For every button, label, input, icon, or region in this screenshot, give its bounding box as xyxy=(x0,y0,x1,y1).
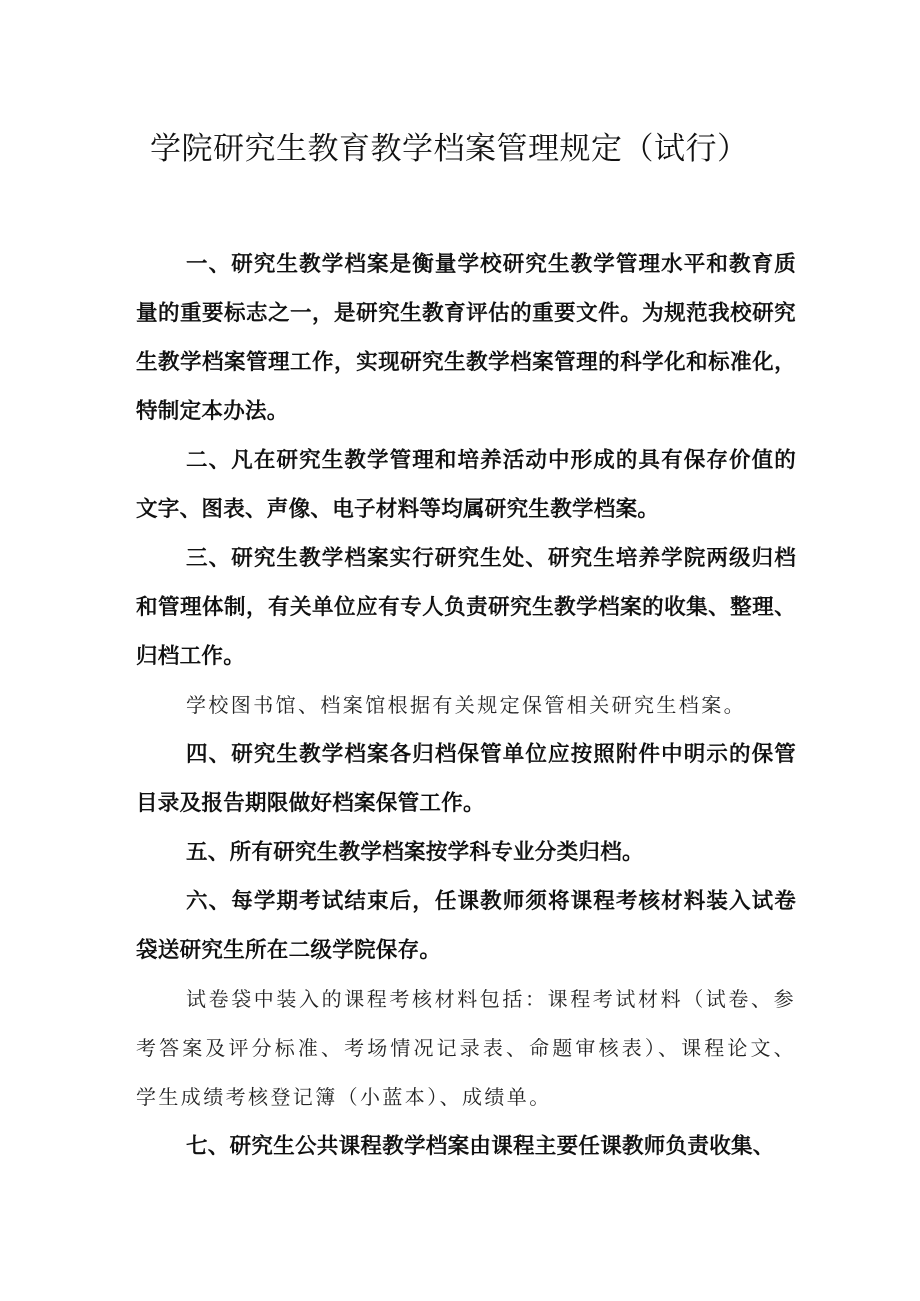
paragraph-4: 四、研究生教学档案各归档保管单位应按照附件中明示的保管目录及报告期限做好档案保管工作。 xyxy=(136,742,796,816)
paragraph-5: 五、所有研究生教学档案按学科专业分类归档。 xyxy=(186,840,644,865)
paragraph-2: 二、凡在研究生教学管理和培养活动中形成的具有保存价值的文字、图表、声像、电子材料等均属研究生教学档案。 xyxy=(136,448,796,522)
paragraph-1: 一、研究生教学档案是衡量学校研究生教学管理水平和教育质量的重要标志之一，是研究生教育评估的重要文件。为规范我校研究生教学档案管理工作，实现研究生教学档案管理的科学化和标准化，特制定本办法。 xyxy=(136,252,796,424)
paragraph-7: 七、研究生公共课程教学档案由课程主要任课教师负责收集、 xyxy=(186,1134,775,1159)
paragraph-3-note: 学校图书馆、档案馆根据有关规定保管相关研究生档案。 xyxy=(186,693,746,717)
paragraph-3: 三、研究生教学档案实行研究生处、研究生培养学院两级归档和管理体制，有关单位应有专人负责研究生教学档案的收集、整理、归档工作。 xyxy=(136,546,796,669)
document-body xyxy=(136,240,796,1171)
document-title: 学院研究生教育教学档案管理规定（试行） xyxy=(150,131,749,167)
paragraph-6-note: 试卷袋中装入的课程考核材料包括：课程考试材料（试卷、参考答案及评分标准、考场情况记录表、命题审核表）、课程论文、学生成绩考核登记簿（小蓝本）、成绩单。 xyxy=(136,987,796,1109)
paragraph-6: 六、每学期考试结束后，任课教师须将课程考核材料装入试卷袋送研究生所在二级学院保存。 xyxy=(136,889,796,963)
